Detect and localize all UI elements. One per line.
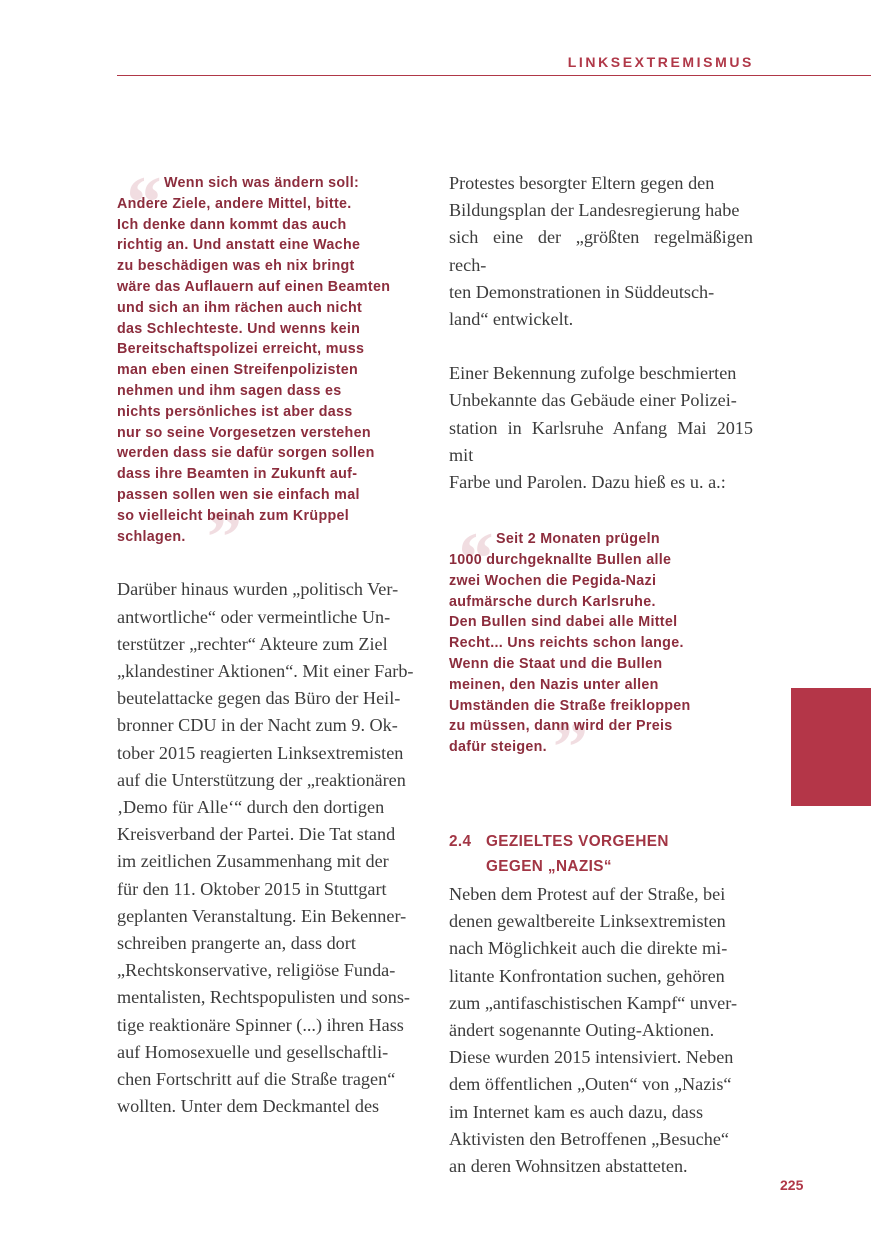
left-column	[117, 162, 421, 1120]
open-quote-mark-icon: “	[123, 162, 161, 244]
open-quote-mark-icon: “	[455, 518, 493, 601]
left-quote-text: Wenn sich was ändern soll: Andere Ziele, andere Mittel, bitte. Ich denke dann kommt das auch richtig an. Und anstatt eine Wache zu beschädigen was eh nix bringt wäre das Auflauern auf einen Beamten und sich an ihm rächen auch nicht das Schlechteste. Und wenns kein Bereitschaftspolizei erreicht, muss man eben einen Streifenpolizisten nehmen und ihm sagen dass es nichts persönliches ist aber dass nur so seine Vorgesetzen verstehen werden dass sie dafür sorgen sollen dass ihre Beamten in Zukunft auf- passen sollen wen sie einfach mal so vielleicht beinah zum Krüppel schlagen.	[117, 175, 391, 545]
running-header-title: LINKSEXTREMISMUS	[567, 54, 754, 70]
right-body-paragraph-1: Protestes besorgter Eltern gegen den Bildungsplan der Landesregierung habe sich eine der „größten regelmäßigen rech- ten Demonstrationen in Süddeutsch- land“ entwickelt.	[449, 173, 753, 330]
right-pull-quote	[449, 518, 753, 790]
left-body-paragraph: Darüber hinaus wurden „politisch Ver- antwortliche“ oder vermeintliche Un- terstützer „rechter“ Akteure zum Ziel „klandestiner Aktionen“. Mit einer Farb- beutelattacke gegen das Büro der Heil- bronner CDU in der Nacht zum 9. Ok- tober 2015 reagierten Linksextremisten auf die Unterstützung der „reaktionären ‚Demo für Alle‘“ durch den dortigen Kreisverband der Partei. Die Tat stand im zeitlichen Zusammenhang mit der für den 11. Oktober 2015 in Stuttgart geplanten Veranstaltung. Ein Bekenner- schreiben prangerte an, dass dort „Rechtskonservative, religiöse Funda- mentalisten, Rechtspopulisten und sons- tige reaktionäre Spinner (...) ihren Hass auf Homosexuelle und gesellschaftli- chen Fortschritt auf die Straße tragen“ wollten. Unter dem Deckmantel des	[117, 579, 414, 1117]
right-column	[449, 170, 753, 1180]
section-heading-line-2: GEGEN „NAZIS“	[486, 858, 612, 875]
right-body-paragraph-2: Einer Bekennung zufolge beschmierten Unbekannte das Gebäude einer Polizei- station in Karlsruhe Anfang Mai 2015 mit Farbe und Parolen. Dazu hieß es u. a.:	[449, 363, 753, 493]
header-rule	[117, 75, 871, 76]
section-heading	[449, 829, 753, 879]
left-pull-quote	[117, 162, 421, 579]
page-number: 225	[780, 1177, 804, 1193]
section-number: 2.4	[449, 833, 472, 850]
right-quote-text: Seit 2 Monaten prügeln 1000 durchgeknallte Bullen alle zwei Wochen die Pegida-Nazi aufmärsche durch Karlsruhe. Den Bullen sind dabei alle Mittel Recht... Uns reichts schon lange. Wenn die Staat und die Bullen meinen, den Nazis unter allen Umständen die Straße freikloppen zu müssen, dann wird der Preis dafür steigen.	[449, 531, 691, 756]
close-quote-mark-icon: ”	[203, 497, 241, 579]
chapter-side-tab	[791, 688, 871, 806]
right-body-paragraph-3: Neben dem Protest auf der Straße, bei denen gewaltbereite Linksextremisten nach Möglichkeit auch die direkte mi- litante Konfrontation suchen, gehören zum „antifaschistischen Kampf“ unver- ändert sogenannte Outing-Aktionen. Diese wurden 2015 intensiviert. Neben dem öffentlichen „Outen“ von „Nazis“ im Internet kam es auch dazu, dass Aktivisten den Betroffenen „Besuche“ an deren Wohnsitzen abstatteten.	[449, 884, 737, 1177]
close-quote-mark-icon: ”	[549, 707, 587, 790]
section-heading-line-1: GEZIELTES VORGEHEN	[486, 833, 669, 850]
